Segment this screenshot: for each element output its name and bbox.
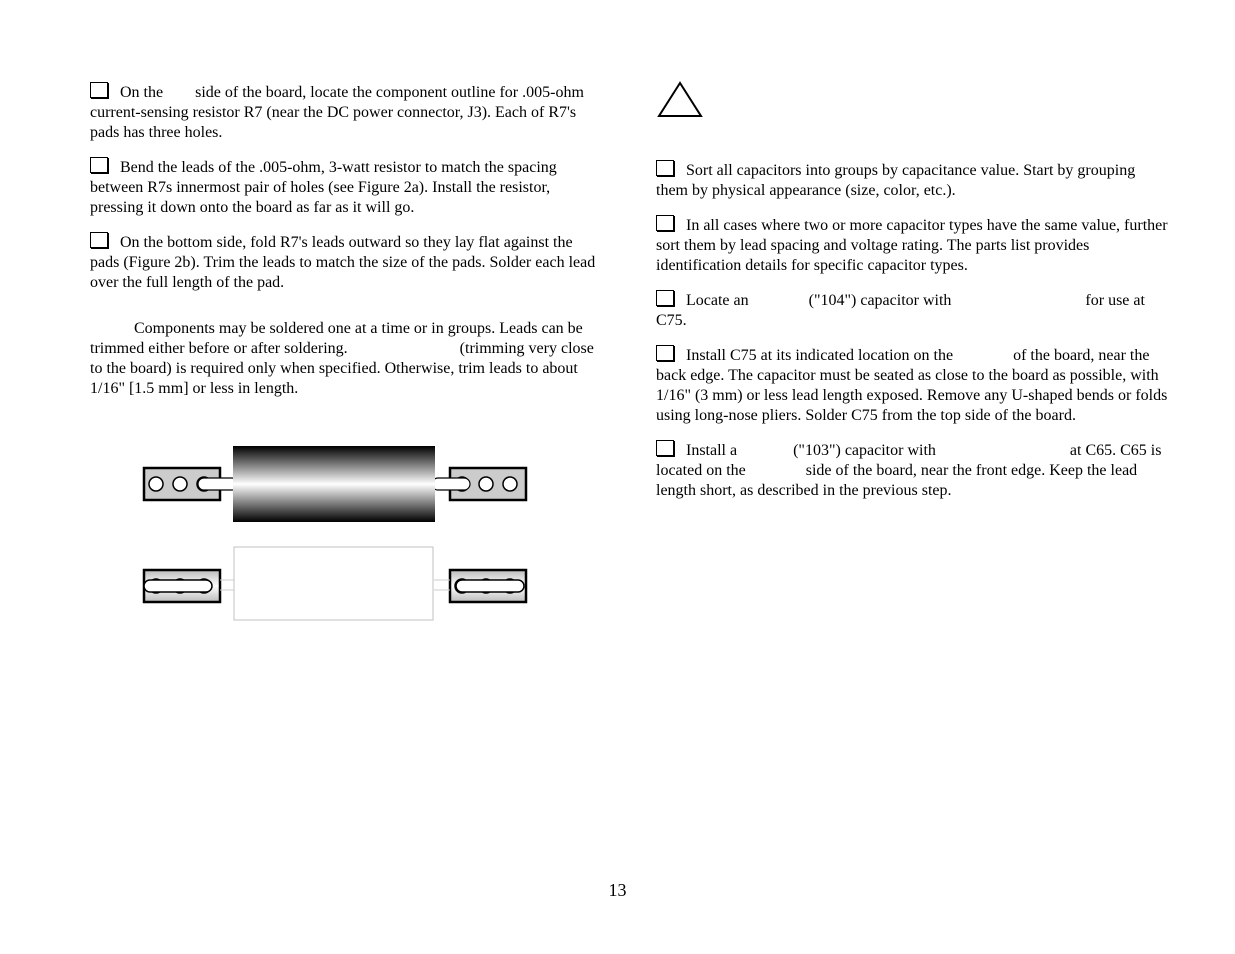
folded-lead [144, 580, 212, 592]
folded-lead [456, 580, 524, 592]
resistor-body [233, 446, 435, 522]
resistor-lead [432, 478, 470, 490]
step-locate-c75: Locate an ("104") capacitor with for use at C75. [656, 292, 1145, 329]
right-column [656, 80, 1168, 515]
pad-hole [149, 477, 163, 491]
figure-2a [144, 446, 526, 522]
checkbox-icon[interactable] [656, 440, 674, 456]
step-install-c65: Install a ("103") capacitor with at C65. C65 is located on the side of the board, near the front edge. Keep the lead length short, as described in the previous step. [656, 442, 1162, 499]
checkbox-icon[interactable] [656, 290, 674, 306]
step-locate-r7: On the side of the board, locate the component outline for .005-ohm current-sensing resistor R7 (near the DC power connector, J3). Each of R7's pads has three holes. [90, 84, 584, 141]
step-fold-leads: On the bottom side, fold R7's leads outward so they lay flat against the pads (Figure 2b). Trim the leads to match the size of the pads. Solder each lead over the full length of the pad. [90, 234, 596, 291]
pad-hole [503, 477, 517, 491]
resistor-figure [140, 440, 532, 625]
step-sort-by-spacing: In all cases where two or more capacitor types have the same value, further sort them by lead spacing and voltage rating. The parts list provides identification details for specific capacitor types. [656, 217, 1168, 274]
warning-triangle-icon [656, 80, 704, 120]
checkbox-icon[interactable] [656, 345, 674, 361]
warning-area [656, 80, 1168, 118]
step-install-c75: Install C75 at its indicated location on the of the board, near the back edge. The capacitor must be seated as close to the board as possible, with 1/16" (3 mm) or less lead length exposed. Remove any U-shaped bends or folds using long-nose pliers. Solder C75 from the top side of the board. [656, 347, 1168, 424]
checkbox-icon[interactable] [656, 215, 674, 231]
soldering-note: Components may be soldered one at a time or in groups. Leads can be trimmed either before or after soldering. (trimming very close to the board) is required only when specified. Otherwise, trim leads to about 1/16" [1.5 mm] or less in length. [90, 320, 594, 397]
pad-hole [173, 477, 187, 491]
checkbox-icon[interactable] [656, 160, 674, 176]
step-bend-leads: Bend the leads of the .005-ohm, 3-watt resistor to match the spacing between R7s innermost pair of holes (see Figure 2a). Install the resistor, pressing it down onto the board as far as it will go. [90, 159, 557, 216]
pad-hole [479, 477, 493, 491]
resistor-outline [234, 547, 433, 620]
checkbox-icon[interactable] [90, 157, 108, 173]
resistor-lead [198, 478, 238, 490]
checkbox-icon[interactable] [90, 232, 108, 248]
checkbox-icon[interactable] [90, 82, 108, 98]
figure-2b [144, 547, 526, 620]
page-number: 13 [608, 880, 627, 900]
step-sort-capacitors: Sort all capacitors into groups by capacitance value. Start by grouping them by physical appearance (size, color, etc.). [656, 162, 1136, 199]
left-column [90, 82, 602, 413]
